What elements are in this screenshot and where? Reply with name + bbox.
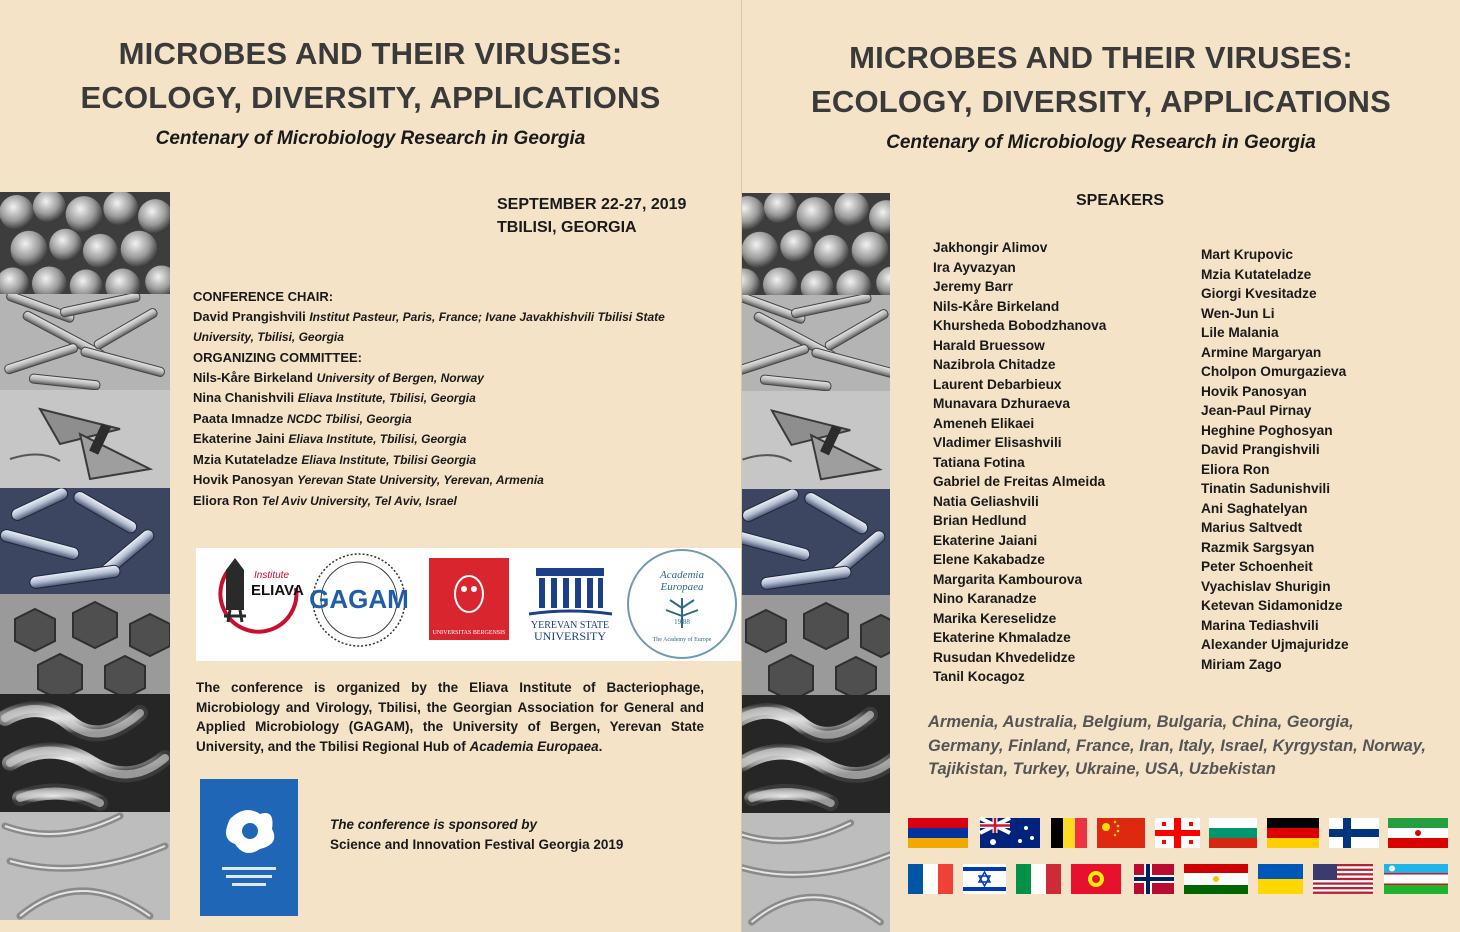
flag-australia-icon [980,818,1040,848]
flag-tajikistan-icon [1184,864,1248,894]
festival-logo [200,779,298,916]
speaker-name: Jean-Paul Pirnay [1201,403,1312,418]
flag-bulgaria-icon [1209,818,1257,848]
eliava-logo [220,558,304,632]
speakers-list-col1 [933,238,1106,687]
speaker-name: Harald Bruessow [933,337,1045,353]
event-date: SEPTEMBER 22-27, 2019 [497,196,687,213]
sponsor-note [330,815,623,855]
micrograph-blue-rods [742,489,890,595]
micrograph-curved [742,695,890,813]
speakers-list-col2 [1201,245,1349,674]
speaker-name: Hovik Panosyan [1201,383,1307,399]
member-name: Nina Chanishvili [193,390,295,405]
country-flags [908,816,1453,916]
ysu-text-1: YEREVAN STATE [530,620,610,631]
speaker-name: Vyachislav Shurigin [1201,578,1331,594]
ae-text-1: Academia [660,569,704,581]
speaker-name: Heghine Poghosyan [1201,422,1333,438]
speaker-name: Alexander Ujmajuridze [1201,637,1349,652]
micrograph-spiral [742,813,890,932]
organizers-paragraph [196,678,704,756]
flag-china-icon [1097,818,1145,848]
chair-name: David Prangishvili [193,308,306,324]
sponsor-line1: The conference is sponsored by [330,817,538,832]
member-name: Mzia Kutateladze [193,451,298,467]
speaker-name: Marika Kereselidze [933,610,1057,626]
speaker-name: Ani Saghatelyan [1201,500,1308,516]
flag-usa-icon [1313,864,1373,894]
organizers-text: The conference is organized by the Eliava Institute of Bacteriophage, Microbiology and Virology, Tbilisi, the Georgian Association for General and Applied Microbiology (GAGAM), the University of Bergen, Yerevan State University, and the Tbilisi Regional Hub of [196,680,704,754]
member-affiliation: Eliava Institute, Tbilisi, Georgia [297,391,476,405]
committee-member [193,388,713,409]
micrograph-strip [0,192,170,920]
organizers-end: . [598,738,603,754]
member-name: Ekaterine Jaini [193,431,285,446]
chair-affiliation: Institut Pasteur, Paris, France; Ivane Javakhishvili Tbilisi State University, Tbilisi, Georgia [193,309,665,344]
speaker-name: Nazibrola Chitadze [933,357,1056,372]
speaker-name: Ketevan Sidamonidze [1201,598,1343,613]
speaker-name: Nino Karanadze [933,591,1037,606]
chair-heading: CONFERENCE CHAIR: [193,289,334,304]
micrograph-cocci [0,192,170,294]
bergen-text: UNIVERSITAS BERGENSIS [432,630,506,636]
micrograph-hexagons [0,594,170,694]
member-name: Eliora Ron [193,492,259,508]
speaker-name: Mart Krupovic [1201,247,1294,262]
ysu-text-2: UNIVERSITY [534,629,606,643]
committee-heading: ORGANIZING COMMITTEE: [193,350,362,365]
speakers-heading: SPEAKERS [1076,192,1165,209]
flag-kyrgyzstan-icon [1071,864,1121,894]
micrograph-strip [742,193,890,932]
committee-member [193,368,713,389]
partner-logos-graphic [196,548,742,661]
bergen-logo [429,558,509,640]
flag-germany-icon [1267,818,1319,848]
ae-years: 19 88 [674,618,690,626]
title-line1: MICROBES AND THEIR VIRUSES: [118,36,623,71]
committee-member [193,450,713,471]
flag-uzbekistan-icon [1384,864,1448,894]
member-affiliation: Tel Aviv University, Tel Aviv, Israel [261,493,457,508]
speaker-name: Tatiana Fotina [933,454,1025,470]
eliava-small-text: Institute [254,570,290,581]
ysu-logo [529,568,612,643]
flag-iran-icon [1388,818,1448,848]
speaker-name: Razmik Sargsyan [1201,539,1315,555]
flag-belgium-icon [1051,818,1087,848]
speaker-name: Jakhongir Alimov [933,240,1048,255]
speaker-name: Jeremy Barr [933,279,1013,294]
ae-text-2: Europaea [660,581,704,593]
speaker-name: Giorgi Kvesitadze [1201,286,1317,301]
flag-israel-icon [963,864,1006,894]
conference-chair [193,287,713,348]
countries-list: Armenia, Australia, Belgium, Bulgaria, China, Georgia, Germany, Finland, France, Iran, Italy, Israel, Kyrgystan, Norway, Tajikistan, Turkey, Ukraine, USA, Uzbekistan [928,713,1426,778]
speaker-name: Nils-Kåre Birkeland [933,298,1060,314]
speaker-name: Natia Geliashvili [933,493,1039,509]
ae-text-3: The Academy of Europe [652,637,712,643]
flag-ukraine-icon [1258,864,1303,894]
flag-finland-icon [1329,818,1379,848]
committee-member [193,491,713,512]
speaker-name: David Prangishvili [1201,442,1320,457]
subtitle: Centenary of Microbiology Research in Georgia [886,132,1316,153]
speaker-name: Miriam Zago [1201,656,1282,672]
gagam-text: GAGAM [309,584,409,614]
micrograph-phage [0,390,170,488]
speaker-name: Marina Tediashvili [1201,617,1319,633]
academia-europaea-logo [628,550,736,658]
micrograph-blue-rods [0,488,170,594]
speaker-name: Ekaterine Jaiani [933,532,1038,548]
speaker-name: Cholpon Omurgazieva [1201,364,1347,379]
subtitle: Centenary of Microbiology Research in Georgia [155,128,586,149]
micrograph-rods [742,295,890,391]
flag-italy-icon [1016,864,1061,894]
event-place: TBILISI, GEORGIA [497,219,637,236]
committee-member [193,429,713,450]
title-line2: ECOLOGY, DIVERSITY, APPLICATIONS [80,80,661,115]
micrograph-rods [0,294,170,390]
member-name: Paata Imnadze [193,410,284,426]
speaker-name: Laurent Debarbieux [933,376,1062,392]
member-name: Nils-Kåre Birkeland [193,369,313,385]
speaker-name: Margarita Kambourova [933,571,1083,587]
speaker-name: Lile Malania [1201,325,1279,340]
member-affiliation: Yerevan State University, Yerevan, Armenia [297,473,544,487]
chair-entry [193,307,713,348]
micrograph-curved [0,694,170,812]
micrograph-cocci [742,193,890,295]
committee-member [193,409,713,430]
flag-norway-icon [1134,864,1174,894]
member-name: Hovik Panosyan [193,472,294,487]
organizers-ae: Academia Europaea [469,738,599,754]
speaker-name: Elene Kakabadze [933,552,1045,567]
speaker-name: Vladimer Elisashvili [933,435,1062,450]
speaker-name: Eliora Ron [1201,461,1270,477]
speaker-name: Wen-Jun Li [1201,305,1275,321]
title-line1: MICROBES AND THEIR VIRUSES: [849,40,1353,75]
committee-member [193,470,713,491]
speaker-name: Rusudan Khvedelidze [933,649,1076,665]
member-affiliation: NCDC Tbilisi, Georgia [286,411,412,426]
flag-georgia-icon [1155,818,1200,848]
speaker-name: Armine Margaryan [1201,344,1322,360]
speaker-name: Ekaterine Khmaladze [933,630,1071,645]
speaker-name: Ira Ayvazyan [933,259,1016,275]
speaker-name: Munavara Dzhuraeva [933,396,1070,411]
member-affiliation: Eliava Institute, Tbilisi Georgia [301,452,477,467]
title-line2: ECOLOGY, DIVERSITY, APPLICATIONS [811,84,1391,119]
eliava-text: ELIAVA [251,582,304,599]
speaker-name: Tinatin Sadunishvili [1201,481,1331,496]
speaker-name: Brian Hedlund [933,513,1027,528]
sponsor-line2: Science and Innovation Festival Georgia 2019 [330,837,624,852]
speaker-name: Khursheda Bobodzhanova [933,318,1107,333]
partner-logos [196,548,742,661]
speaker-name: Peter Schoenheit [1201,559,1313,574]
speaker-name: Gabriel de Freitas Almeida [933,474,1106,489]
speaker-name: Mzia Kutateladze [1201,266,1312,282]
flag-france-icon [908,864,953,894]
event-info [497,193,686,239]
speaker-name: Tanil Kocagoz [933,669,1025,684]
organizing-committee [193,348,713,511]
gagam-logo [309,554,409,646]
member-affiliation: University of Bergen, Norway [316,370,484,385]
speaker-name: Ameneh Elikaei [933,415,1035,431]
micrograph-spiral [0,812,170,920]
speaker-name: Marius Saltvedt [1201,520,1303,535]
micrograph-phage [742,391,890,489]
micrograph-hexagons [742,595,890,695]
flag-armenia-icon [908,818,968,848]
member-affiliation: Eliava Institute, Tbilisi, Georgia [288,432,467,446]
